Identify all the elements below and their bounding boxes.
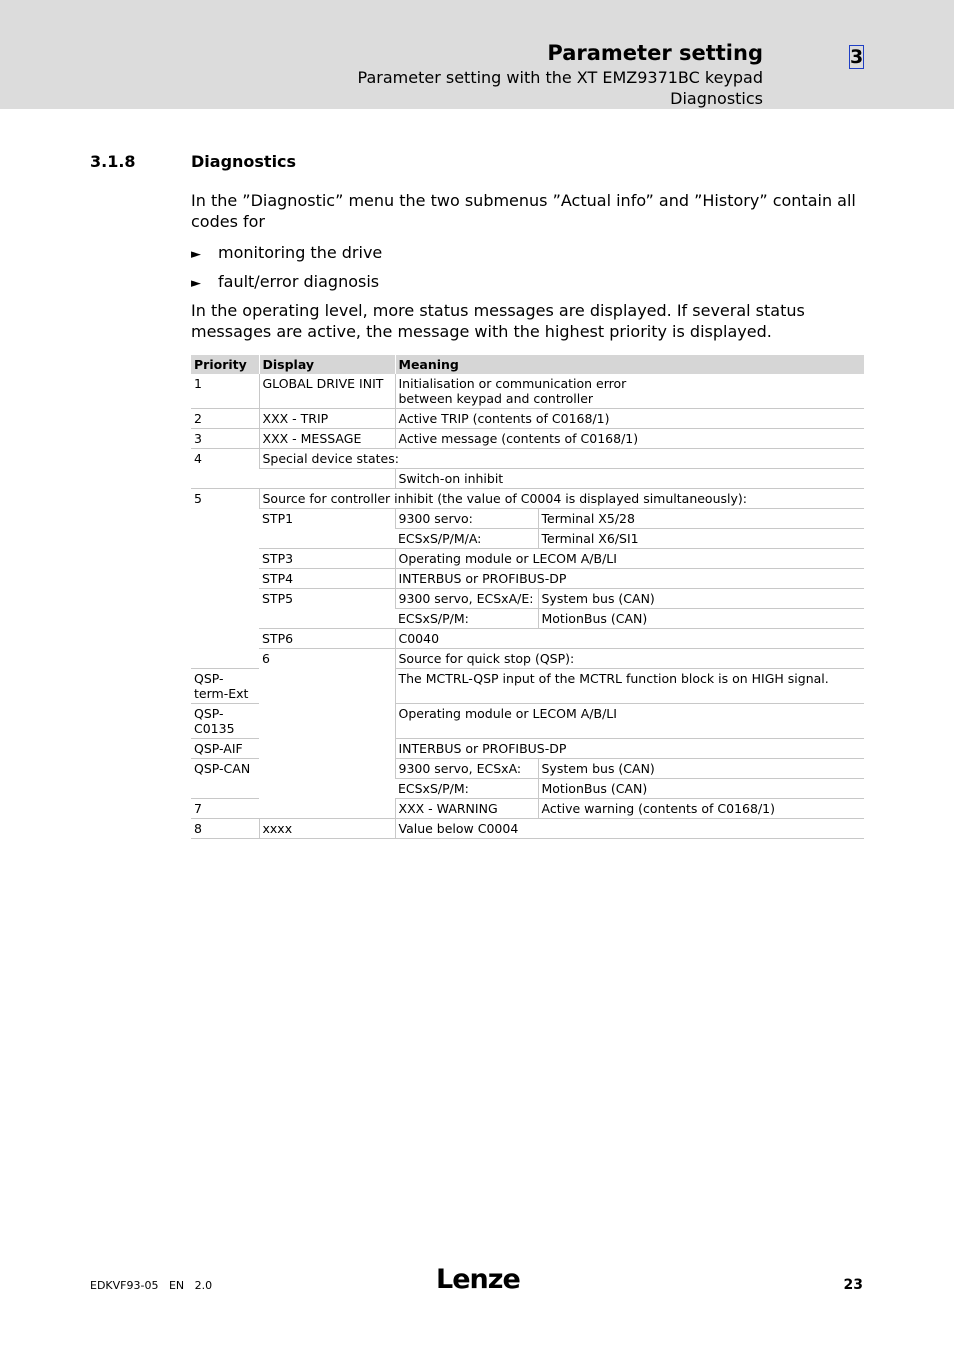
bullet-text: fault/error diagnosis [218, 272, 380, 291]
header-subtitle: Parameter setting with the XT EMZ9371BC keypad [357, 68, 763, 87]
bullet-text: monitoring the drive [218, 243, 383, 262]
table-row: 6 Source for quick stop (QSP): [191, 649, 864, 669]
status-paragraph: In the operating level, more status messages are displayed. If several status messages are active, the message with the highest priority is displayed. [191, 301, 805, 341]
table-row: QSP-C0135 Operating module or LECOM A/B/LI [191, 704, 864, 739]
header-subtitle-section: Diagnostics [670, 89, 763, 108]
header-priority: Priority [191, 355, 259, 374]
intro-paragraph: In the ”Diagnostic” menu the two submenus ”Actual info” and ”History” contain all codes for [191, 191, 856, 231]
table-row: STP4 INTERBUS or PROFIBUS-DP [191, 569, 864, 589]
table-row: QSP-CAN 9300 servo, ECSxA: System bus (CAN) [191, 759, 864, 779]
bullet-arrow-icon: ► [191, 276, 201, 291]
table-row: 4 Special device states: [191, 449, 864, 469]
bullet-item [191, 242, 382, 265]
table-row: 8 xxxx Value below C0004 [191, 819, 864, 839]
table-row: ECSxS/P/M: MotionBus (CAN) [191, 609, 864, 629]
table-header-row [191, 355, 864, 374]
table-row: ECSxS/P/M: MotionBus (CAN) [191, 779, 864, 799]
table-row: QSP-AIF INTERBUS or PROFIBUS-DP [191, 739, 864, 759]
table-row: 5 Source for controller inhibit (the value of C0004 is displayed simultaneously): [191, 489, 864, 509]
table-row: QSP-term-Ext The MCTRL-QSP input of the MCTRL function block is on HIGH signal. [191, 669, 864, 704]
chapter-number[interactable]: 3 [850, 46, 864, 68]
table-row: STP6 C0040 [191, 629, 864, 649]
table-row: Switch-on inhibit [191, 469, 864, 489]
header-title: Parameter setting [547, 41, 763, 65]
table-row: STP1 9300 servo: Terminal X5/28 [191, 509, 864, 529]
document-code: EDKVF93-05 EN 2.0 [90, 1279, 213, 1292]
section-number: 3.1.8 [90, 152, 136, 171]
lenze-logo: Lenze [436, 1264, 520, 1295]
table-row: 2 XXX - TRIP Active TRIP (contents of C0168/1) [191, 409, 864, 429]
page-header [0, 0, 954, 109]
header-display: Display [259, 355, 395, 374]
diagnostics-table [191, 355, 864, 839]
bullet-arrow-icon: ► [191, 247, 201, 262]
bullet-item [191, 271, 379, 294]
header-meaning: Meaning [395, 355, 864, 374]
page-number: 23 [843, 1277, 863, 1293]
table-row: 1 GLOBAL DRIVE INIT Initialisation or communication error between keypad and controller [191, 374, 864, 409]
table-row: 7 XXX - WARNING Active warning (contents of C0168/1) [191, 799, 864, 819]
table-row: 3 XXX - MESSAGE Active message (contents of C0168/1) [191, 429, 864, 449]
table-row: ECSxS/P/M/A: Terminal X6/SI1 [191, 529, 864, 549]
table-row: STP5 9300 servo, ECSxA/E: System bus (CAN) [191, 589, 864, 609]
section-title: Diagnostics [191, 152, 297, 171]
table-row: STP3 Operating module or LECOM A/B/LI [191, 549, 864, 569]
